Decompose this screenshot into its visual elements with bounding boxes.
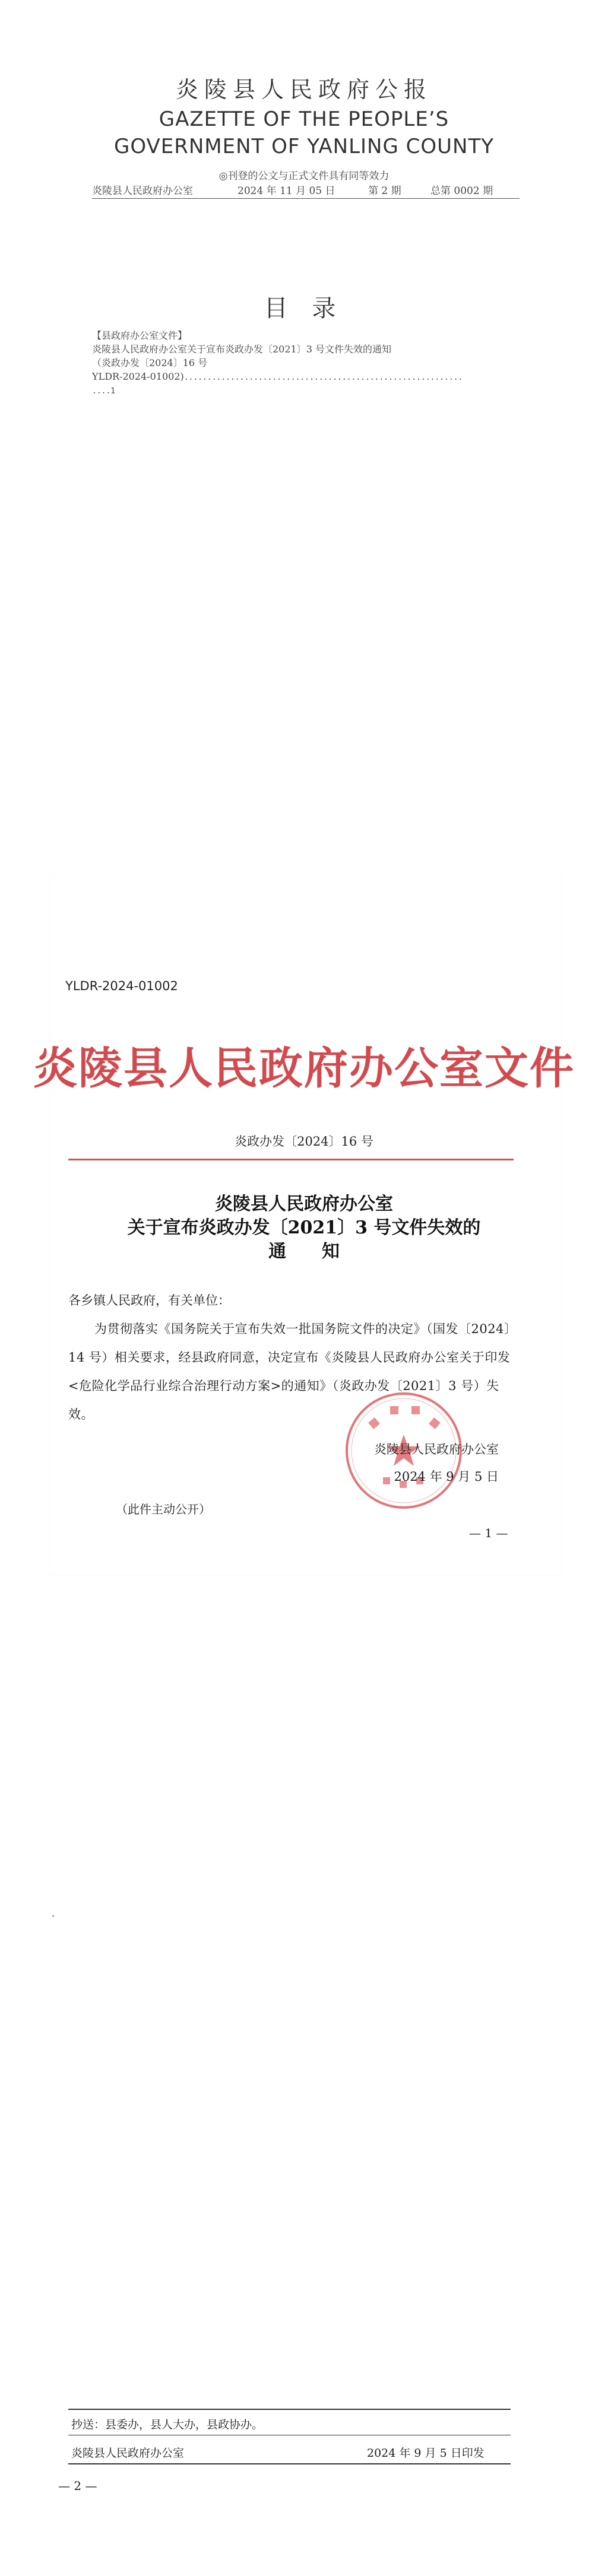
cc-list: 抄送：县委办，县人大办，县政协办。 — [71, 2418, 264, 2431]
sign-date: 2024 年 9 月 5 日 — [394, 1470, 499, 1484]
gazette-validity-note: ◎刊登的公文与正式文件具有同等效力 — [218, 170, 390, 182]
document-code: YLDR-2024-01002 — [65, 979, 178, 993]
toc-leader-dots: ............................................................ — [183, 373, 463, 382]
document-title — [0, 1192, 608, 1264]
table-of-contents — [92, 329, 520, 398]
toc-section: 【县政府办公室文件】 — [92, 330, 188, 341]
toc-item-number: （炎政办发〔2024〕16 号 — [92, 357, 208, 368]
issue-date: 2024 年 11 月 05 日 — [238, 185, 335, 197]
issue-number: 第 2 期 — [368, 185, 401, 197]
document-number: 炎政办发〔2024〕16 号 — [235, 1134, 373, 1149]
gazette-title: 炎陵县人民政府公报 — [175, 77, 432, 103]
public-disclosure-note: （此件主动公开） — [116, 1502, 211, 1516]
toc-item-link[interactable] — [92, 342, 520, 398]
cc-rule-top — [68, 2409, 511, 2410]
cc-rule-bottom — [68, 2463, 511, 2464]
toc-item-code: YLDR-2024-01002) — [92, 371, 184, 382]
issue-office: 炎陵县人民政府办公室 — [92, 185, 193, 197]
title-line-3: 通知 — [268, 1241, 375, 1262]
toc-page-ref: ....1 — [92, 387, 116, 396]
body-paragraph: 为贯彻落实《国务院关于宣布失效一批国务院文件的决定》（国发〔2024〕14 号）相关要求，经县政府同意，决定宣布《炎陵县人民政府办公室关于印发<危险化学品行业综合治理行动方案>的通知》（炎政办发〔2021〕3 号）失效。 — [68, 1322, 517, 1421]
toc-item-title: 炎陵县人民政府办公室关于宣布炎政办发〔2021〕3 号文件失效的通知 — [92, 344, 391, 355]
red-header: 炎陵县人民政府办公室文件 — [33, 1043, 575, 1094]
toc-title: 目 录 — [264, 295, 344, 322]
print-date: 2024 年 9 月 5 日印发 — [367, 2447, 484, 2460]
print-office: 炎陵县人民政府办公室 — [71, 2447, 185, 2460]
signature-block — [321, 1436, 499, 1490]
red-divider — [68, 1159, 514, 1160]
page-number-1: — 1 — — [469, 1526, 508, 1540]
toc-item-code-line — [92, 370, 520, 384]
title-line-1: 炎陵县人民政府办公室 — [215, 1194, 393, 1214]
gazette-title-english: GAZETTE OF THE PEOPLE’S GOVERNMENT OF YANLING COUNTY — [114, 107, 494, 158]
signer-office: 炎陵县人民政府办公室 — [374, 1442, 499, 1456]
scan-speck — [52, 1915, 54, 1917]
issue-total: 总第 0002 期 — [430, 185, 493, 197]
document-page-2 — [50, 1602, 561, 2533]
gazette-issue-info — [92, 184, 520, 199]
page-number-2: — 2 — — [58, 2479, 97, 2493]
recipients: 各乡镇人民政府，有关单位： — [68, 1293, 230, 1308]
title-line-2: 关于宣布炎政办发〔2021〕3 号文件失效的 — [127, 1217, 481, 1238]
